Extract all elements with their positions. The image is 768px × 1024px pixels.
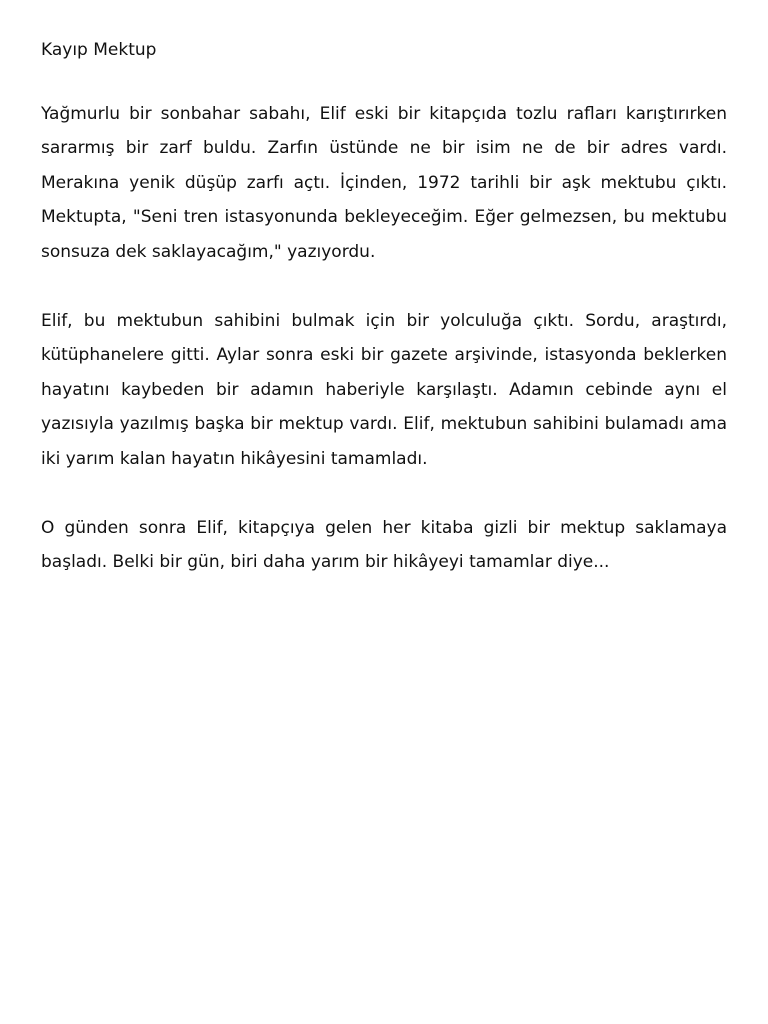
- paragraph-2: Elif, bu mektubun sahibini bulmak için bir yolculuğa çıktı. Sordu, araştırdı, kütüphanelere gitti. Aylar sonra eski bir gazete arşivinde, istasyonda beklerken hayatını kaybeden bir adamın haberiyle karşılaştı. Adamın cebinde aynı el yazısıyla yazılmış başka bir mektup vardı. Elif, mektubun sahibini bulamadı ama iki yarım kalan hayatın hikâyesini tamamladı.: [41, 310, 727, 469]
- paragraph-1: Yağmurlu bir sonbahar sabahı, Elif eski bir kitapçıda tozlu rafları karıştırırken sararmış bir zarf buldu. Zarfın üstünde ne bir isim ne de bir adres vardı. Merakına yenik düşüp zarfı açtı. İçinden, 1972 tarihli bir aşk mektubu çıktı. Mektupta, "Seni tren istasyonunda bekleyeceğim. Eğer gelmezsen, bu mektubu sonsuza dek saklayacağım," yazıyordu.: [41, 103, 727, 262]
- document-title: Kayıp Mektup: [41, 40, 157, 60]
- document-page: [41, 38, 727, 614]
- paragraph-3: O günden sonra Elif, kitapçıya gelen her kitaba gizli bir mektup saklamaya başladı. Belki bir gün, biri daha yarım bir hikâyeyi tamamlar diye...: [41, 517, 727, 572]
